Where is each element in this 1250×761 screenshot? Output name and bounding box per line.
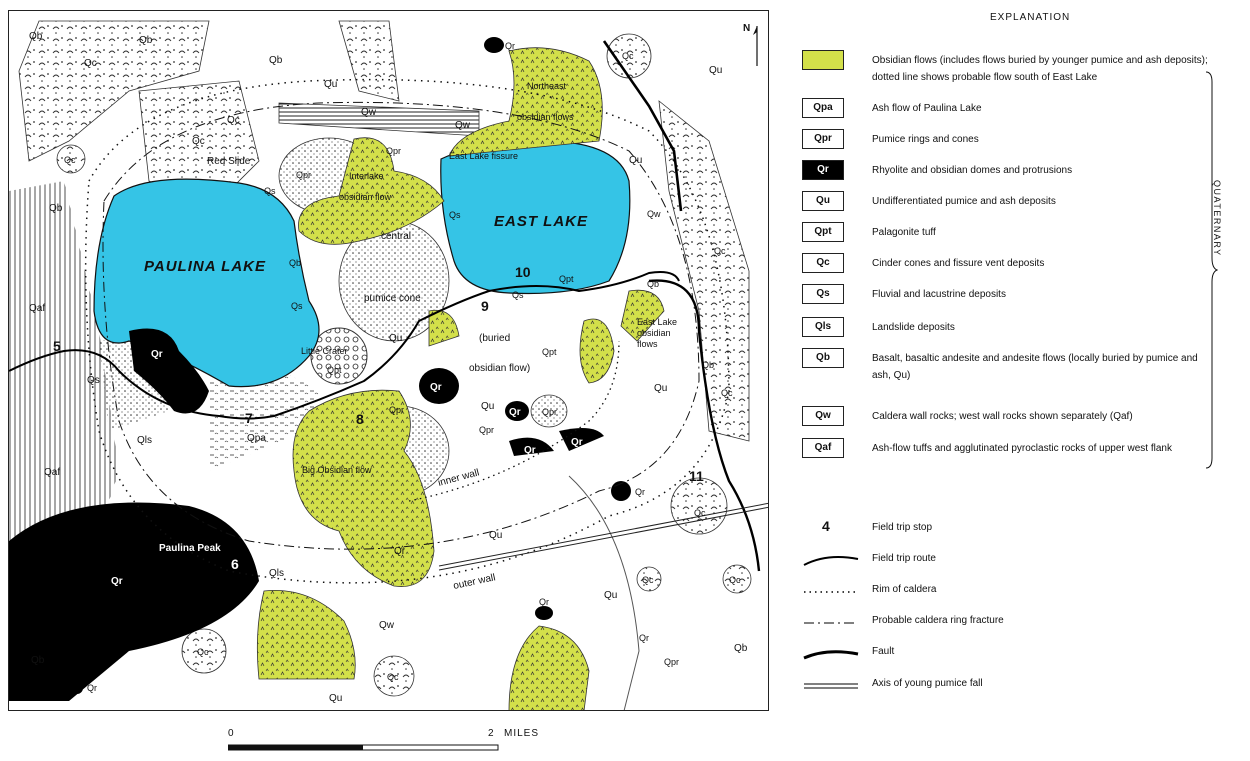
northeast-obsidian-flows	[449, 48, 602, 156]
field-trip-stop-9: 9	[481, 298, 489, 314]
unit-label-qr: Qr	[151, 349, 163, 360]
outer-wall-label: outer wall	[452, 572, 497, 592]
unit-label-qr: Qr	[87, 683, 97, 693]
unit-label-qw: Qw	[455, 120, 470, 131]
qw-unit	[279, 103, 479, 136]
pumice-axis-symbol	[802, 676, 862, 696]
northeast-label: Northeast	[527, 81, 567, 91]
unit-label-qpr: Qpr	[386, 146, 402, 156]
legend-text: Field trip stop	[872, 522, 933, 533]
unit-label-qs: Qs	[87, 375, 100, 386]
qc-cone	[671, 478, 727, 534]
scale-bar	[220, 728, 550, 758]
field-trip-stop-11: 11	[689, 468, 704, 484]
field-trip-stop-10: 10	[515, 264, 531, 280]
red-slide-label: Red Slide	[207, 156, 251, 167]
interlake-label-2: obsidian flow	[339, 192, 392, 202]
pumice-cone-label: pumice cone	[364, 293, 421, 304]
qpa-swatch: Qpa	[802, 98, 844, 118]
unit-label-qpr: Qpr	[389, 405, 405, 415]
unit-label-qc: Qc	[387, 672, 399, 682]
unit-label-qls: Qls	[269, 568, 284, 579]
unit-label-qu: Qu	[604, 590, 618, 601]
qc-swatch: Qc	[802, 253, 844, 273]
unit-label-qs: Qs	[512, 290, 524, 300]
legend-row-route	[802, 549, 1222, 573]
unit-label-qpt: Qpt	[559, 274, 574, 284]
big-obsidian-label: Big Obsidian flow	[302, 465, 372, 475]
field-trip-stop-5: 5	[53, 338, 61, 354]
legend-row-qpt	[802, 220, 1222, 250]
unit-label-qc: Qc	[714, 246, 726, 256]
legend-row-axis	[802, 674, 1222, 698]
obsidian-flow-small	[429, 310, 459, 346]
unit-label-qr: Qr	[639, 633, 649, 643]
qr-swatch: Qr	[802, 160, 844, 180]
little-crater-label: Little Crater	[301, 346, 348, 356]
unit-label-qu: Qu	[629, 155, 643, 166]
unit-label-qs: Qs	[291, 301, 303, 311]
qb-swatch: Qb	[802, 348, 844, 368]
unit-label-qc: Qc	[694, 508, 706, 518]
legend-text: Caldera wall rocks; west wall rocks shown separately (Qaf)	[872, 411, 1133, 422]
field-trip-stop-7: 7	[245, 410, 253, 426]
unit-label-qb: Qb	[49, 203, 63, 214]
obsidian-flow-south	[509, 626, 589, 711]
east-lake-fissure-label: East Lake fissure	[449, 151, 519, 161]
legend-row-qs	[802, 282, 1222, 312]
legend-text: Obsidian flows (includes flows buried by younger pumice and ash deposits); dotted line shows probable flow south of East Lake	[872, 55, 1208, 83]
unit-label-qls: Qls	[137, 435, 152, 446]
route-symbol	[802, 551, 862, 571]
legend-row-stop	[802, 518, 1222, 542]
unit-label-qb: Qb	[31, 655, 45, 666]
legend-row-fault	[802, 642, 1222, 666]
unit-label-qr: Qr	[111, 576, 123, 587]
unit-label-qr: Qr	[430, 382, 442, 393]
unit-label-qw: Qw	[361, 107, 376, 118]
paulina-lake-label: PAULINA LAKE	[144, 258, 266, 275]
unit-label-qc: Qc	[197, 647, 209, 657]
unit-label-qr: Qr	[571, 437, 583, 448]
legend-row-qpr	[802, 127, 1222, 157]
legend-text: Cinder cones and fissure vent deposits	[872, 258, 1045, 269]
legend-text: Fluvial and lacustrine deposits	[872, 289, 1006, 300]
unit-label-qpa: Qpa	[247, 433, 266, 444]
legend-row-rim	[802, 580, 1222, 604]
qpt-swatch: Qpt	[802, 222, 844, 242]
unit-label-qb: Qb	[289, 258, 302, 268]
fault-symbol	[802, 644, 862, 664]
legend-text: Ash-flow tuffs and agglutinated pyroclastic rocks of upper west flank	[872, 443, 1172, 454]
unit-label-qc: Qc	[721, 388, 733, 398]
unit-label-qc: Qc	[622, 51, 634, 61]
legend-text: Probable caldera ring fracture	[872, 615, 1004, 626]
legend-text: Basalt, basaltic andesite and andesite flows (locally buried by pumice and ash, Qu)	[872, 353, 1198, 381]
ring-fracture-symbol	[802, 613, 862, 633]
qs-swatch: Qs	[802, 284, 844, 304]
legend-row-qr	[802, 158, 1222, 188]
interlake-label: Interlake	[349, 171, 384, 181]
qr-dome	[484, 37, 504, 53]
field-trip-stop-8: 8	[356, 411, 364, 427]
unit-label-qc: Qc	[192, 136, 205, 147]
legend-row-qc	[802, 251, 1222, 281]
qc-unit-north	[339, 21, 399, 101]
obsidian-flow-south	[257, 590, 355, 679]
qc-unit-east	[659, 101, 749, 441]
unit-label-qpr: Qpr	[296, 170, 312, 180]
unit-label-qr: Qr	[509, 407, 521, 418]
unit-label-qr: Qr	[524, 445, 536, 456]
little-crater	[311, 328, 367, 384]
north-label: N	[743, 23, 751, 34]
unit-label-qaf: Qaf	[29, 303, 46, 314]
unit-label-qb: Qb	[734, 643, 748, 654]
unit-label-qb: Qb	[702, 360, 715, 370]
qls-swatch: Qls	[802, 317, 844, 337]
field-trip-stop-6: 6	[231, 556, 239, 572]
legend-text: Fault	[872, 646, 895, 657]
unit-label-qr: Qr	[539, 597, 549, 607]
qpr-swatch: Qpr	[802, 129, 844, 149]
legend-text: Landslide deposits	[872, 322, 955, 333]
legend-row-qw	[802, 404, 1222, 434]
unit-label-qaf: Qaf	[44, 467, 61, 478]
unit-label-qpt: Qpt	[327, 365, 342, 375]
legend-text: Undifferentiated pumice and ash deposits	[872, 196, 1056, 207]
unit-label-qc: Qc	[227, 115, 240, 126]
legend-text: Palagonite tuff	[872, 227, 936, 238]
unit-label-qu: Qu	[481, 401, 495, 412]
unit-label-qpr: Qpr	[664, 657, 680, 667]
quaternary-label: QUATERNARY	[1212, 180, 1222, 257]
unit-label-qs: Qs	[264, 186, 276, 196]
geologic-map	[8, 10, 769, 711]
qr-dome	[71, 682, 83, 694]
unit-label-qpr: Qpr	[479, 425, 495, 435]
legend-text: Rim of caldera	[872, 584, 937, 595]
rim-symbol	[802, 582, 862, 602]
unit-label-qc: Qc	[729, 575, 741, 585]
unit-label-qb: Qb	[139, 35, 153, 46]
paulina-peak-label: Paulina Peak	[159, 543, 221, 554]
obsidian-swatch	[802, 50, 844, 70]
east-lake-obsidian-label: East Lake	[637, 317, 678, 327]
unit-label-qu: Qu	[654, 383, 668, 394]
legend-row-qaf	[802, 436, 1222, 476]
east-lake-obsidian-label-2: obsidian	[637, 328, 671, 338]
legend-title: EXPLANATION	[990, 12, 1071, 23]
unit-label-qb: Qb	[269, 55, 283, 66]
unit-label-qw: Qw	[647, 209, 661, 219]
unit-label-qs: Qs	[449, 210, 461, 220]
legend-row-qb	[802, 346, 1222, 390]
legend-text: Axis of young pumice fall	[872, 678, 983, 689]
unit-label-qu: Qu	[389, 333, 403, 344]
unit-label-qb: Qb	[647, 279, 660, 289]
unit-label-qpt: Qpt	[542, 347, 557, 357]
map-canvas	[9, 11, 769, 711]
legend-row-qu	[802, 189, 1222, 219]
legend-text: Field trip route	[872, 553, 936, 564]
unit-label-qr: Qr	[505, 41, 515, 51]
legend-row-qls	[802, 315, 1222, 345]
qaf-swatch: Qaf	[802, 438, 844, 458]
obsidian-flow-label: obsidian flow)	[469, 363, 531, 374]
qu-swatch: Qu	[802, 191, 844, 211]
unit-label-qpr: Qpr	[542, 407, 558, 417]
east-lake-obsidian-flow	[580, 319, 614, 383]
scale-bar-graphic	[228, 742, 508, 756]
scale-zero: 0	[228, 728, 234, 739]
legend-row-obsidian	[802, 48, 1222, 83]
qw-swatch: Qw	[802, 406, 844, 426]
buried-label: (buried	[479, 333, 511, 344]
paulina-peak-qr	[9, 503, 259, 701]
unit-label-qw: Qw	[379, 620, 394, 631]
qr-dome	[535, 606, 553, 620]
legend-row-qpa	[802, 96, 1222, 126]
stop-symbol: 4	[822, 518, 830, 534]
unit-label-qu: Qu	[324, 79, 338, 90]
unit-label-qu: Qu	[329, 693, 343, 704]
northeast-label-2: obsidian flows	[517, 112, 574, 122]
legend	[790, 0, 1250, 761]
unit-label-qu: Qu	[489, 530, 503, 541]
unit-label-qr: Qr	[635, 487, 645, 497]
legend-text: Pumice rings and cones	[872, 134, 979, 145]
legend-text: Rhyolite and obsidian domes and protrusions	[872, 165, 1073, 176]
unit-label-qr: Qr	[394, 546, 406, 557]
unit-label-qc: Qc	[642, 575, 654, 585]
quaternary-brace	[1204, 70, 1218, 470]
unit-label-qu: Qu	[709, 65, 723, 76]
scale-unit: MILES	[504, 728, 540, 739]
east-lake-obsidian-label-3: flows	[637, 339, 658, 349]
unit-label-qc: Qc	[64, 155, 76, 165]
central-label: central	[381, 231, 412, 242]
unit-label-qc: Qc	[84, 58, 97, 69]
unit-label-qb: Qb	[29, 31, 43, 42]
east-lake-label: EAST LAKE	[494, 213, 589, 230]
scale-max: 2	[488, 728, 494, 739]
legend-text: Ash flow of Paulina Lake	[872, 103, 982, 114]
inner-wall-label: inner wall	[436, 467, 481, 489]
legend-row-ring	[802, 611, 1222, 635]
